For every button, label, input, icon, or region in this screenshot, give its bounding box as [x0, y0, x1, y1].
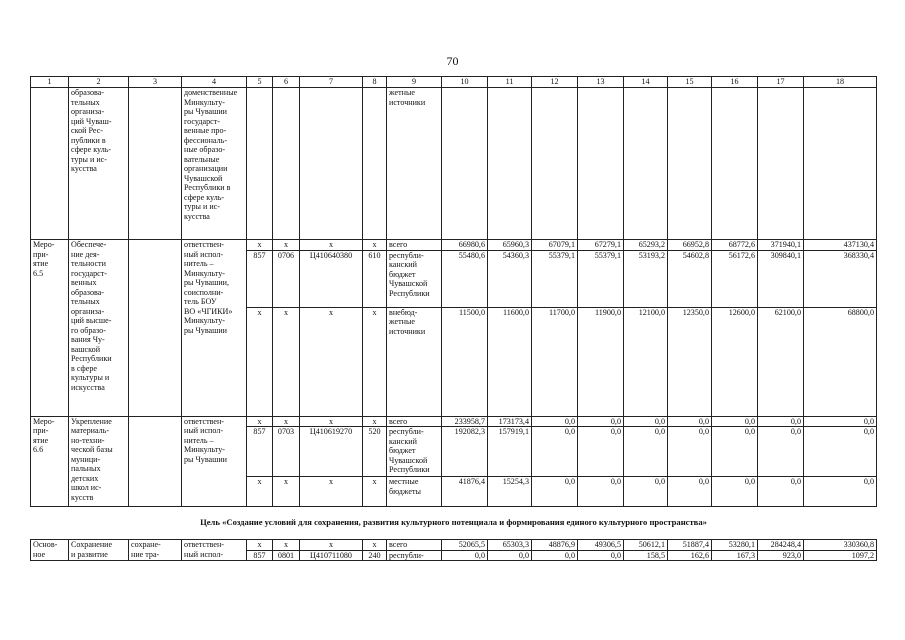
value-cell: 309840,1 — [758, 250, 804, 307]
page-number: 70 — [446, 54, 459, 68]
measure-name: Укрепление материаль- но-техни- ческой базы муници- пальных детских школ ис- кусств — [69, 416, 129, 507]
header-cell: 11 — [488, 77, 532, 88]
code-cell: х — [247, 540, 273, 551]
value-cell: 67279,1 — [578, 240, 624, 251]
value-cell: 66952,8 — [668, 240, 712, 251]
code-cell: х — [273, 416, 300, 427]
code-cell: х — [273, 240, 300, 251]
code-cell: х — [363, 307, 387, 416]
value-cell: 56172,6 — [712, 250, 758, 307]
code-cell: х — [300, 240, 363, 251]
value-cell: 192082,3 — [442, 427, 488, 477]
value-cell: 1097,2 — [804, 550, 877, 561]
value-cell: 65293,2 — [624, 240, 668, 251]
header-cell: 14 — [624, 77, 668, 88]
code-cell: 857 — [247, 250, 273, 307]
value-cell: 55379,1 — [532, 250, 578, 307]
value-cell: 0,0 — [488, 550, 532, 561]
table-row — [31, 416, 877, 427]
value-cell: 65960,3 — [488, 240, 532, 251]
code-cell: 0706 — [273, 250, 300, 307]
value-cell: 0,0 — [804, 477, 877, 507]
code-cell: 240 — [363, 550, 387, 561]
measure-goal-cell: сохране- ние тра- — [129, 540, 182, 561]
value-cell: 68800,0 — [804, 307, 877, 416]
value-cell: 52065,5 — [442, 540, 488, 551]
value-cell: 67079,1 — [532, 240, 578, 251]
value-cell: 11700,0 — [532, 307, 578, 416]
source-cell: всего — [387, 540, 442, 551]
goal-row — [31, 507, 877, 540]
value-cell: 0,0 — [532, 477, 578, 507]
value-cell: 0,0 — [442, 550, 488, 561]
header-cell: 5 — [247, 77, 273, 88]
goal-heading: Цель «Создание условий для сохранения, развития культурного потенциала и формирования единого культурного пространства» — [31, 507, 877, 540]
code-cell: х — [247, 477, 273, 507]
source-cell: республи- — [387, 550, 442, 561]
code-cell: 0801 — [273, 550, 300, 561]
value-cell: 49306,5 — [578, 540, 624, 551]
measure-label: Основ- ное — [31, 540, 69, 561]
source-cell: республи- канский бюджет Чувашской Республики — [387, 427, 442, 477]
value-cell: 0,0 — [758, 477, 804, 507]
value-cell: 233958,7 — [442, 416, 488, 427]
value-cell: 0,0 — [578, 477, 624, 507]
value-cell: 0,0 — [712, 477, 758, 507]
code-cell: х — [363, 416, 387, 427]
value-cell: 371940,1 — [758, 240, 804, 251]
value-cell: 53193,2 — [624, 250, 668, 307]
header-cell: 4 — [182, 77, 247, 88]
value-cell: 12100,0 — [624, 307, 668, 416]
measure-executor: ответствен- ный испол- нитель – Минкульту- ры Чувашии — [182, 416, 247, 507]
header-cell: 9 — [387, 77, 442, 88]
header-cell: 13 — [578, 77, 624, 88]
cont-source-cell: жетные источники — [387, 88, 442, 240]
code-cell: Ц410711080 — [300, 550, 363, 561]
value-cell: 0,0 — [712, 416, 758, 427]
value-cell: 0,0 — [668, 477, 712, 507]
value-cell: 68772,6 — [712, 240, 758, 251]
value-cell: 284248,4 — [758, 540, 804, 551]
value-cell: 48876,9 — [532, 540, 578, 551]
measure-name: Сохранение и развитие — [69, 540, 129, 561]
code-cell: х — [273, 477, 300, 507]
value-cell: 0,0 — [532, 416, 578, 427]
value-cell: 65303,3 — [488, 540, 532, 551]
header-cell: 16 — [712, 77, 758, 88]
value-cell: 54602,8 — [668, 250, 712, 307]
source-cell: республи- канский бюджет Чувашской Республики — [387, 250, 442, 307]
value-cell: 12350,0 — [668, 307, 712, 416]
measure-label: Меро- при- ятие 6.6 — [31, 416, 69, 507]
value-cell: 0,0 — [624, 416, 668, 427]
value-cell: 0,0 — [668, 416, 712, 427]
source-cell: всего — [387, 240, 442, 251]
value-cell: 157919,1 — [488, 427, 532, 477]
value-cell: 41876,4 — [442, 477, 488, 507]
code-cell: 610 — [363, 250, 387, 307]
header-cell: 1 — [31, 77, 69, 88]
header-cell: 18 — [804, 77, 877, 88]
value-cell: 0,0 — [758, 416, 804, 427]
code-cell: Ц410619270 — [300, 427, 363, 477]
value-cell: 54360,3 — [488, 250, 532, 307]
value-cell: 66980,6 — [442, 240, 488, 251]
measure-executor: ответствен- ный испол- — [182, 540, 247, 561]
value-cell: 11900,0 — [578, 307, 624, 416]
table-row — [31, 88, 877, 240]
value-cell: 437130,4 — [804, 240, 877, 251]
header-cell: 2 — [69, 77, 129, 88]
code-cell: х — [300, 540, 363, 551]
source-cell: всего — [387, 416, 442, 427]
value-cell: 11600,0 — [488, 307, 532, 416]
source-cell: внебюд- жетные источники — [387, 307, 442, 416]
table-row — [31, 540, 877, 551]
value-cell: 0,0 — [578, 550, 624, 561]
code-cell: х — [273, 307, 300, 416]
header-cell: 17 — [758, 77, 804, 88]
budget-table — [30, 76, 877, 561]
value-cell: 0,0 — [804, 416, 877, 427]
value-cell: 12600,0 — [712, 307, 758, 416]
header-cell: 3 — [129, 77, 182, 88]
measure-label: Меро- при- ятие 6.5 — [31, 240, 69, 417]
value-cell: 923,0 — [758, 550, 804, 561]
value-cell: 0,0 — [532, 550, 578, 561]
value-cell: 55480,6 — [442, 250, 488, 307]
value-cell: 0,0 — [578, 416, 624, 427]
code-cell: х — [300, 307, 363, 416]
measure-name: Обеспече- ние дея- тельности государст- венных образова- тельных организа- ций высше- го образо- вания Чу- вашской Республики в сфере культуры и искусства — [69, 240, 129, 417]
value-cell: 162,6 — [668, 550, 712, 561]
value-cell: 368330,4 — [804, 250, 877, 307]
code-cell: х — [363, 240, 387, 251]
value-cell: 0,0 — [712, 427, 758, 477]
value-cell: 15254,3 — [488, 477, 532, 507]
code-cell: 857 — [247, 550, 273, 561]
value-cell: 0,0 — [758, 427, 804, 477]
value-cell: 11500,0 — [442, 307, 488, 416]
code-cell: х — [273, 540, 300, 551]
value-cell: 0,0 — [532, 427, 578, 477]
code-cell: х — [363, 477, 387, 507]
value-cell: 330360,8 — [804, 540, 877, 551]
code-cell: х — [247, 307, 273, 416]
value-cell: 173173,4 — [488, 416, 532, 427]
header-cell: 6 — [273, 77, 300, 88]
value-cell: 158,5 — [624, 550, 668, 561]
value-cell: 0,0 — [804, 427, 877, 477]
code-cell: х — [247, 240, 273, 251]
value-cell: 0,0 — [578, 427, 624, 477]
header-cell: 7 — [300, 77, 363, 88]
header-cell: 8 — [363, 77, 387, 88]
table-row — [31, 240, 877, 251]
value-cell: 55379,1 — [578, 250, 624, 307]
code-cell: х — [300, 416, 363, 427]
value-cell: 53280,1 — [712, 540, 758, 551]
value-cell: 51887,4 — [668, 540, 712, 551]
source-cell: местные бюджеты — [387, 477, 442, 507]
value-cell: 0,0 — [624, 477, 668, 507]
cont-name-cell: образова- тельных организа- ций Чуваш- ской Рес- публики в сфере куль- туры и ис- кусства — [69, 88, 129, 240]
value-cell: 0,0 — [668, 427, 712, 477]
value-cell: 62100,0 — [758, 307, 804, 416]
measure-executor: ответствен- ный испол- нитель – Минкульту- ры Чувашии, соисполни- тель БОУ ВО «ЧГИКИ» Минкульту- ры Чувашии — [182, 240, 247, 417]
code-cell: 857 — [247, 427, 273, 477]
value-cell: 167,3 — [712, 550, 758, 561]
code-cell: х — [363, 540, 387, 551]
code-cell: 520 — [363, 427, 387, 477]
value-cell: 50612,1 — [624, 540, 668, 551]
code-cell: Ц410640380 — [300, 250, 363, 307]
value-cell: 0,0 — [624, 427, 668, 477]
code-cell: 0703 — [273, 427, 300, 477]
code-cell: х — [300, 477, 363, 507]
header-cell: 12 — [532, 77, 578, 88]
cont-exec-cell: доменственные Минкульту- ры Чувашии государст- венные про- фессиональ- ные образо- вательные организации Чувашской Республики в сфере куль- туры и ис- кусства — [182, 88, 247, 240]
code-cell: х — [247, 416, 273, 427]
header-row — [31, 77, 877, 88]
header-cell: 10 — [442, 77, 488, 88]
header-cell: 15 — [668, 77, 712, 88]
